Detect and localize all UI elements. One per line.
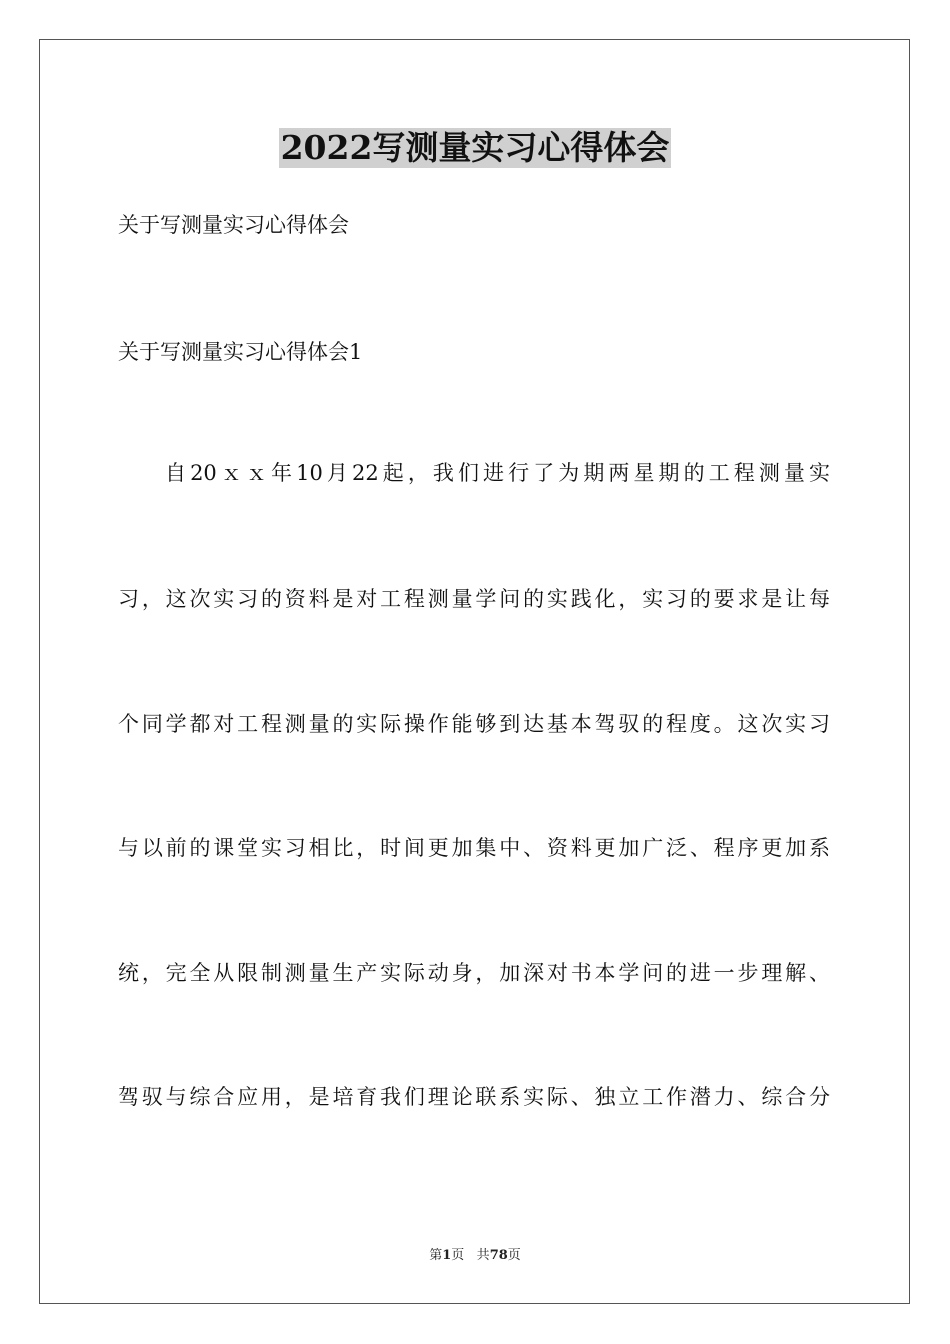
section-heading: 关于写测量实习心得体会1 xyxy=(118,340,363,364)
title-container xyxy=(0,128,950,168)
paragraph-line: 与以前的课堂实习相比，时间更加集中、资料更加广泛、程序更加系 xyxy=(118,836,830,860)
footer-page-number: 1 xyxy=(442,1248,452,1263)
footer-total-pages: 78 xyxy=(489,1248,508,1263)
paragraph-line: 自20ｘｘ年10月22起，我们进行了为期两星期的工程测量实 xyxy=(165,461,830,485)
document-title: 2022写测量实习心得体会 xyxy=(280,128,670,167)
paragraph-line: 个同学都对工程测量的实际操作能够到达基本驾驭的程度。这次实习 xyxy=(118,712,830,736)
page-footer xyxy=(0,1247,950,1265)
footer-total-prefix: 共 xyxy=(476,1248,490,1263)
footer-page-prefix: 第 xyxy=(429,1248,443,1263)
footer-page-suffix: 页 xyxy=(451,1248,465,1263)
document-subtitle: 关于写测量实习心得体会 xyxy=(118,213,349,237)
paragraph-line: 习，这次实习的资料是对工程测量学问的实践化，实习的要求是让每 xyxy=(118,587,830,611)
footer-total-suffix: 页 xyxy=(507,1248,521,1263)
paragraph-line: 统，完全从限制测量生产实际动身，加深对书本学问的进一步理解、 xyxy=(118,961,830,985)
paragraph-line: 驾驭与综合应用，是培育我们理论联系实际、独立工作潜力、综合分 xyxy=(118,1085,830,1109)
